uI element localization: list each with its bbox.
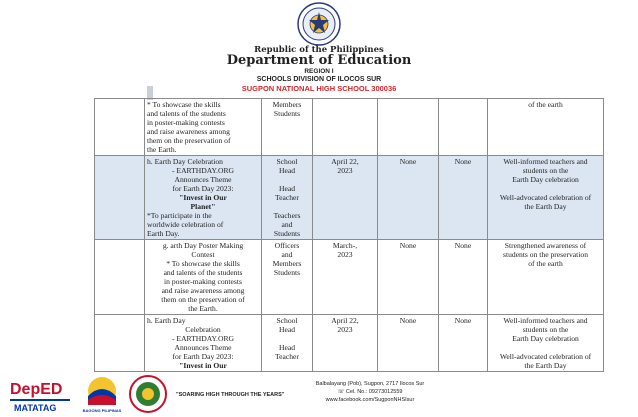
table-row (95, 315, 604, 372)
cell-line: - EARTHDAY.ORG (172, 334, 234, 343)
cell-line: "Invest in Our (179, 193, 227, 202)
cell-line (264, 175, 310, 184)
persons-involved-cell (262, 156, 313, 240)
cell-line: and talents of the students (147, 109, 226, 118)
activity-table (94, 98, 604, 372)
cell-line (264, 334, 310, 343)
cell-line: g. arth Day Poster Making (162, 241, 244, 250)
cell-line: Well-advocated celebration of (499, 352, 592, 361)
cell-line: and raise awareness among (161, 286, 245, 295)
cost-cell: None (378, 315, 439, 372)
phone-number: Cel. No.: 09273012559 (345, 389, 403, 395)
time-frame-cell (313, 99, 378, 156)
cell-line: students on the (522, 325, 569, 334)
table-row (95, 99, 604, 156)
cell-line: Well-advocated celebration of (499, 193, 592, 202)
expected-output-cell (488, 240, 604, 315)
cell-line: Earth Day. (147, 229, 180, 238)
cell-line: Teachers (273, 211, 301, 220)
school-seal-icon (128, 374, 168, 414)
cell-line: in poster-making contests (164, 277, 242, 286)
cell-line: Well-informed teachers and (503, 316, 588, 325)
school-slogan: "SOARING HIGH THROUGH THE YEARS" (176, 392, 285, 398)
cell-line: for Earth Day 2023: (172, 352, 234, 361)
activity-cell (145, 99, 262, 156)
letterhead (0, 0, 638, 96)
footer (0, 370, 638, 417)
cell-line: for Earth Day 2023: (172, 184, 234, 193)
cell-line: the Earth Day (524, 202, 567, 211)
cell-line: Announces Theme (174, 175, 232, 184)
cell-line: worldwide celebration of (147, 220, 224, 229)
cost-cell: None (378, 156, 439, 240)
cell-line: and raise awareness among (147, 127, 230, 136)
address-line: Balbalayang (Pob), Sugpon, 2717 Ilocos Sur (315, 381, 425, 387)
fund-source-cell (439, 99, 488, 156)
cell-line: Celebration (185, 325, 221, 334)
cell-line: * To showcase the skills (147, 100, 221, 109)
cell-line: them on the preservation of (147, 136, 231, 145)
cell-line: * To showcase the skills (166, 259, 240, 268)
cell-line: Head (278, 184, 296, 193)
bagong-pilipinas-logo-icon (82, 374, 122, 414)
cell-line: the Earth Day (524, 361, 567, 370)
cell-line: April 22, (331, 157, 359, 166)
department-title: Department of Education (226, 53, 412, 68)
cell-line: and talents of the students (163, 268, 243, 277)
cell-line: Officers (274, 241, 300, 250)
cost-cell (378, 99, 439, 156)
cell-line: Head (278, 166, 296, 175)
persons-involved-cell (262, 240, 313, 315)
cell-line: "Invest in Our (179, 361, 227, 370)
cell-line: 2023 (337, 250, 353, 259)
cell-line: Teacher (275, 352, 299, 361)
cell-line: *To participate in the (147, 211, 212, 220)
cell-line: in poster-making contests (147, 118, 225, 127)
cell-line: Students (273, 229, 301, 238)
cell-line: - EARTHDAY.ORG (172, 166, 234, 175)
activity-title: h. Earth Day Celebration (147, 157, 223, 166)
table-row (95, 156, 604, 240)
cell-line: Members (272, 100, 302, 109)
svg-text:MATATAG: MATATAG (14, 403, 57, 413)
cell-line: School (276, 316, 298, 325)
expected-output-cell (488, 99, 604, 156)
cell-line: School (276, 157, 298, 166)
cell-line: the Earth. (188, 304, 218, 313)
cell-line: them on the preservation of (161, 295, 245, 304)
cost-cell: None (378, 240, 439, 315)
cell-line: March-, (332, 241, 358, 250)
activity-cell (145, 156, 262, 240)
facebook-link[interactable]: www.facebook.com/SugponNHSIsur (325, 397, 415, 403)
cell-line: of the earth (528, 100, 563, 109)
svg-text:DepED: DepED (10, 381, 63, 398)
activity-title: h. Earth Day (147, 316, 186, 325)
expected-output-cell (488, 315, 604, 372)
school-name: SUGPON NATIONAL HIGH SCHOOL 300036 (241, 84, 397, 93)
blank-cell (95, 240, 145, 315)
persons-involved-cell (262, 99, 313, 156)
cell-line: Head (278, 325, 296, 334)
cell-line: April 22, (331, 316, 359, 325)
activity-cell (145, 240, 262, 315)
cell-line: of the earth (528, 259, 563, 268)
cell-line: students on the preservation (503, 250, 588, 259)
time-frame-cell (313, 240, 378, 315)
cell-line: Members (272, 259, 302, 268)
cell-line: Earth Day celebration (512, 175, 579, 184)
cell-line: Students (273, 109, 301, 118)
cell-line (264, 202, 310, 211)
fund-source-cell: None (439, 315, 488, 372)
division-label: SCHOOLS DIVISION OF ILOCOS SUR (256, 76, 382, 83)
cell-line: Students (273, 268, 301, 277)
blank-cell (95, 156, 145, 240)
time-frame-cell (313, 315, 378, 372)
deped-seal-icon (297, 2, 341, 46)
cell-line (490, 184, 601, 193)
svg-text:BAGONG PILIPINAS: BAGONG PILIPINAS (82, 408, 122, 413)
cell-line: Head (278, 343, 296, 352)
cell-line: Well-informed teachers and (503, 157, 588, 166)
contact-block (300, 380, 440, 404)
fund-source-cell: None (439, 240, 488, 315)
cell-line: the Earth. (147, 145, 177, 154)
region-label: REGION I (304, 68, 334, 75)
cell-line: Announces Theme (174, 343, 232, 352)
persons-involved-cell (262, 315, 313, 372)
blank-cell (95, 99, 145, 156)
cell-line: 2023 (337, 325, 353, 334)
cell-line: and (281, 220, 293, 229)
fund-source-cell: None (439, 156, 488, 240)
cell-line: 2023 (337, 166, 353, 175)
cell-line: Contest (191, 250, 215, 259)
cell-line: and (281, 250, 293, 259)
cell-line: Planet" (190, 202, 216, 211)
cell-line (490, 343, 601, 352)
blank-cell (95, 315, 145, 372)
cell-line: Teacher (275, 193, 299, 202)
table-row (95, 240, 604, 315)
cell-line: Earth Day celebration (512, 334, 579, 343)
time-frame-cell (313, 156, 378, 240)
expected-output-cell (488, 156, 604, 240)
republic-label: Republic of the Philippines (254, 45, 384, 55)
cell-line: Strengthened awareness of (504, 241, 587, 250)
activity-cell (145, 315, 262, 372)
cell-line: students on the (522, 166, 569, 175)
phone-line: ☏ Cel. No.: 09273012559 (337, 389, 403, 395)
deped-matatag-logo-icon (8, 374, 72, 414)
